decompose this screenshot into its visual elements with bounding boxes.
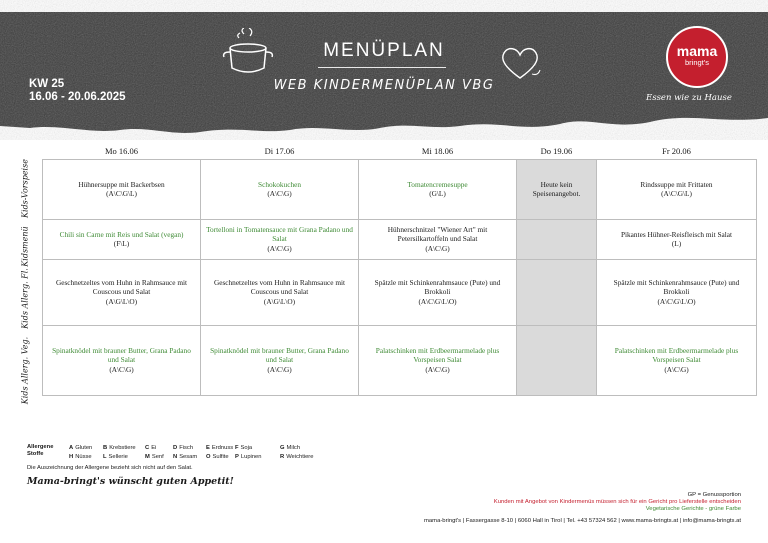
dish-allergens: (F\L)	[113, 239, 130, 248]
day-header: Do 19.06	[540, 146, 573, 157]
allergen-item	[206, 453, 229, 462]
allergen-item	[69, 453, 92, 462]
header-banner	[0, 0, 768, 140]
dish-allergens: (A\C\G)	[267, 189, 292, 198]
allergen-item	[280, 444, 300, 453]
allergen-name: Fisch	[179, 445, 194, 451]
menu-cell	[201, 259, 359, 325]
allergen-item	[173, 453, 197, 462]
allergen-code: D	[173, 445, 178, 451]
chalkboard-background	[0, 0, 768, 140]
allergen-item	[145, 444, 156, 453]
allergen-name: Soja	[240, 445, 253, 451]
menu-cell	[43, 325, 201, 395]
dish-allergens: (A\G\L\O)	[263, 296, 296, 306]
allergen-item	[235, 453, 262, 462]
side-label-kids-vorspeise: Kids-Vorspeise	[20, 159, 30, 218]
allergen-item	[103, 453, 128, 462]
menu-cell	[517, 219, 597, 259]
allergen-note: Die Auszeichnung der Allergene bezieht sich nicht auf den Salat.	[27, 465, 193, 471]
day-header: Mi 18.06	[421, 146, 454, 157]
allergen-code: O	[206, 454, 211, 460]
heart-icon	[498, 44, 542, 82]
allergen-code: H	[69, 454, 74, 460]
allergen-name: Sellerie	[108, 454, 128, 460]
day-header: Mo 16.06	[104, 146, 139, 157]
dish-allergens: (L)	[671, 239, 682, 248]
title-divider	[318, 67, 446, 68]
menu-cell	[43, 219, 201, 259]
dish-allergens: (A\C\G)	[267, 243, 292, 253]
logo-subword: bringt's	[685, 58, 709, 67]
dish-name: Hühnersuppe mit Backerbsen	[78, 179, 165, 189]
menu-row	[43, 325, 757, 395]
menu-cell	[597, 325, 757, 395]
menu-cell	[359, 219, 517, 259]
dish-allergens: (A\C\G)	[109, 364, 134, 374]
menu-cell	[201, 219, 359, 259]
day-header: Di 17.06	[264, 146, 295, 157]
dish-name: Chili sin Carne mit Reis und Salat (vegan)	[59, 229, 184, 239]
menu-cell	[359, 159, 517, 219]
brand-tagline: Essen wie zu Hause	[646, 93, 732, 103]
dish-allergens: (G\L)	[429, 189, 446, 198]
allergen-name: Nüsse	[75, 454, 92, 460]
menu-row	[43, 219, 757, 259]
dish-allergens: (A\C\G\L\O)	[418, 296, 457, 306]
kids-menu-note: Kunden mit Angebot von Kindermenüs müssen sich für ein Gericht pro Lieferstelle entscheiden	[493, 499, 741, 505]
dish-name: Spätzle mit Schinkenrahmsauce (Pute) und Brokkoli	[374, 277, 501, 297]
allergen-code: R	[280, 454, 285, 460]
dish-name: Spinatknödel mit brauner Butter, Grana Padano und Salat	[210, 345, 349, 365]
menu-cell	[597, 159, 757, 219]
allergen-code: L	[103, 454, 107, 460]
footer-notes	[494, 492, 741, 513]
menu-cell	[517, 159, 597, 219]
menu-cell	[359, 259, 517, 325]
allergen-code: N	[173, 454, 178, 460]
allergen-name: Ei	[151, 445, 157, 451]
day-header: Fr 20.06	[662, 146, 691, 157]
allergen-item	[69, 444, 92, 453]
logo-word: mama	[676, 43, 718, 59]
menu-cell	[517, 325, 597, 395]
page-subtitle: WEB KINDERMENÜPLAN VBG	[273, 78, 495, 93]
menu-cell	[201, 325, 359, 395]
allergen-name: Lupinen	[240, 454, 262, 460]
dish-allergens: (A\C\G\L)	[661, 189, 692, 198]
dish-allergens: (A\C\G)	[267, 364, 292, 374]
allergen-name: Erdnuss	[211, 445, 234, 451]
menu-cell	[597, 259, 757, 325]
allergen-code: F	[235, 445, 239, 451]
menu-cell	[201, 159, 359, 219]
allergen-item	[145, 453, 164, 462]
dish-name: Palatschinken mit Erdbeermarmelade plus Vorspeisen Salat	[614, 345, 739, 365]
gp-note: GP = Genussportion	[687, 492, 741, 498]
allergen-code: P	[235, 454, 239, 460]
dish-name: Spätzle mit Schinkenrahmsauce (Pute) und Brokkoli	[613, 277, 740, 297]
page-title: MENÜPLAN	[323, 40, 445, 61]
allergen-name: Gluten	[75, 445, 93, 451]
dish-allergens: (A\G\L\O)	[105, 296, 138, 306]
dish-name: Pikantes Hühner-Reisfleisch mit Salat	[620, 229, 733, 239]
allergen-item	[173, 444, 193, 453]
allergen-legend-label: Allergene Stoffe	[27, 444, 54, 457]
menu-cell	[517, 259, 597, 325]
menu-cell	[597, 219, 757, 259]
menu-row	[43, 159, 757, 219]
dish-name: Heute kein Speisenangebot.	[532, 179, 581, 198]
menu-cell	[359, 325, 517, 395]
allergen-item	[235, 444, 252, 453]
allergen-code: C	[145, 445, 150, 451]
day-header-row	[43, 144, 757, 159]
menu-cell	[43, 259, 201, 325]
week-number: KW 25	[29, 78, 65, 90]
dish-name: Schokokuchen	[258, 179, 301, 189]
appetite-wish: Mama-bringt's wünscht guten Appetit!	[27, 476, 234, 487]
week-date-range: 16.06 - 20.06.2025	[29, 91, 126, 103]
allergen-code: M	[145, 454, 150, 460]
allergen-item	[206, 444, 233, 453]
allergen-name: Weichtiere	[286, 454, 314, 460]
allergen-item	[103, 444, 136, 453]
dish-allergens: (A\C\G\L\O)	[657, 296, 696, 306]
allergen-name: Senf	[151, 454, 164, 460]
brand-logo	[666, 26, 728, 88]
allergen-name: Sulfite	[212, 454, 229, 460]
side-label-kids-allerg-fl: Kids Allerg. Fl.	[20, 268, 30, 329]
side-label-kids-allerg-veg: Kids Allerg. Veg.	[20, 336, 30, 405]
dish-name: Spinatknödel mit brauner Butter, Grana Padano und Salat	[52, 345, 191, 365]
menu-table	[42, 144, 757, 396]
dish-allergens: (A\C\G)	[425, 243, 450, 253]
dish-allergens: (A\C\G\L)	[106, 189, 137, 198]
vegetarian-note: Vegetarische Gerichte - grüne Farbe	[645, 506, 741, 512]
menu-row	[43, 259, 757, 325]
menu-cell	[43, 159, 201, 219]
allergen-code: A	[69, 445, 74, 451]
allergen-item	[280, 453, 313, 462]
dish-allergens: (A\C\G)	[425, 364, 450, 374]
allergen-name: Milch	[286, 445, 301, 451]
dish-allergens: (A\C\G)	[664, 364, 689, 374]
company-address: mama-bringt's | Fassergasse 8-10 | 6060 Hall in Tirol | Tel. +43 57324 562 | www.mama-bringts.at | info@mama-bringts.at	[423, 518, 741, 524]
dish-name: Rindssuppe mit Frittaten	[640, 179, 713, 189]
dish-name: Palatschinken mit Erdbeermarmelade plus Vorspeisen Salat	[375, 345, 500, 365]
allergen-code: G	[280, 445, 285, 451]
allergen-name: Sesam	[179, 454, 198, 460]
dish-name: Geschnetzeltes vom Huhn in Rahmsauce mit Couscous und Salat	[55, 277, 188, 297]
side-label-kidsmenue: Kidsmenü	[20, 226, 30, 267]
dish-name: Geschnetzeltes vom Huhn in Rahmsauce mit Couscous und Salat	[213, 277, 346, 297]
dish-name: Tomatencremesuppe	[407, 179, 468, 189]
allergen-code: E	[206, 445, 210, 451]
dish-name: Hühnerschnitzel "Wiener Art" mit Petersilkartoffeln und Salat	[387, 224, 488, 244]
allergen-name: Krebstiere	[109, 445, 136, 451]
allergen-code: B	[103, 445, 108, 451]
dish-name: Tortelloni in Tomatensauce mit Grana Padano und Salat	[206, 224, 353, 244]
